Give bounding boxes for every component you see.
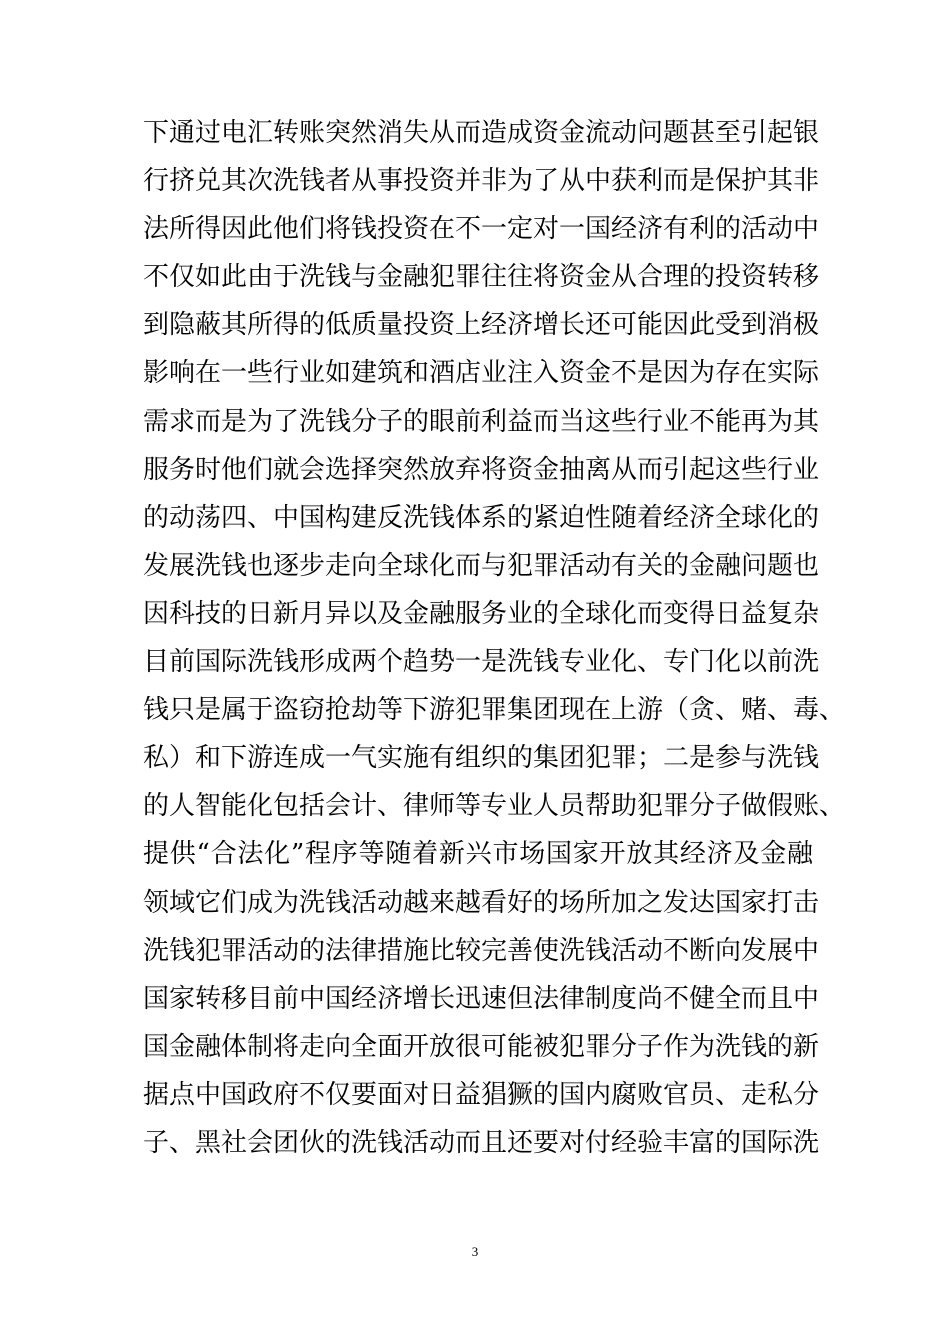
text-line: 的动荡四、中国构建反洗钱体系的紧迫性随着经济全球化的 [143, 502, 820, 533]
text-line: 洗钱犯罪活动的法律措施比较完善使洗钱活动不断向发展中 [143, 935, 820, 966]
text-line: 发展洗钱也逐步走向全球化而与犯罪活动有关的金融问题也 [143, 550, 820, 581]
text-line: 国金融体制将走向全面开放很可能被犯罪分子作为洗钱的新 [143, 1031, 820, 1062]
text-line: 钱只是属于盗窃抢劫等下游犯罪集团现在上游（贪、赌、毒、 [143, 695, 846, 726]
text-line: 行挤兑其次洗钱者从事投资并非为了从中获利而是保护其非 [143, 166, 820, 197]
text-line: 下通过电汇转账突然消失从而造成资金流动问题甚至引起银 [143, 118, 820, 148]
text-line: 需求而是为了洗钱分子的眼前利益而当这些行业不能再为其 [143, 406, 820, 437]
text-line: 服务时他们就会选择突然放弃将资金抽离从而引起这些行业 [143, 454, 820, 485]
text-line: 因科技的日新月异以及金融服务业的全球化而变得日益复杂 [143, 598, 820, 629]
text-line: 私）和下游连成一气实施有组织的集团犯罪；二是参与洗钱 [143, 743, 820, 774]
text-line: 到隐蔽其所得的低质量投资上经济增长还可能因此受到消极 [143, 310, 820, 341]
text-line: 领域它们成为洗钱活动越来越看好的场所加之发达国家打击 [143, 887, 820, 918]
body-text [143, 109, 846, 1167]
page-number: 3 [471, 1244, 479, 1259]
text-line: 目前国际洗钱形成两个趋势一是洗钱专业化、专门化以前洗 [143, 647, 820, 678]
text-line: 国家转移目前中国经济增长迅速但法律制度尚不健全而且中 [143, 983, 820, 1014]
text-line: 据点中国政府不仅要面对日益猖獗的国内腐败官员、走私分 [143, 1079, 820, 1110]
text-line: 影响在一些行业如建筑和酒店业注入资金不是因为存在实际 [143, 358, 820, 389]
text-line: 提供“合法化”程序等随着新兴市场国家开放其经济及金融 [143, 839, 813, 870]
text-line: 不仅如此由于洗钱与金融犯罪往往将资金从合理的投资转移 [143, 262, 820, 293]
text-line: 子、黑社会团伙的洗钱活动而且还要对付经验丰富的国际洗 [143, 1127, 820, 1158]
text-line: 的人智能化包括会计、律师等专业人员帮助犯罪分子做假账、 [143, 791, 846, 822]
text-line: 法所得因此他们将钱投资在不一定对一国经济有利的活动中 [143, 214, 820, 245]
